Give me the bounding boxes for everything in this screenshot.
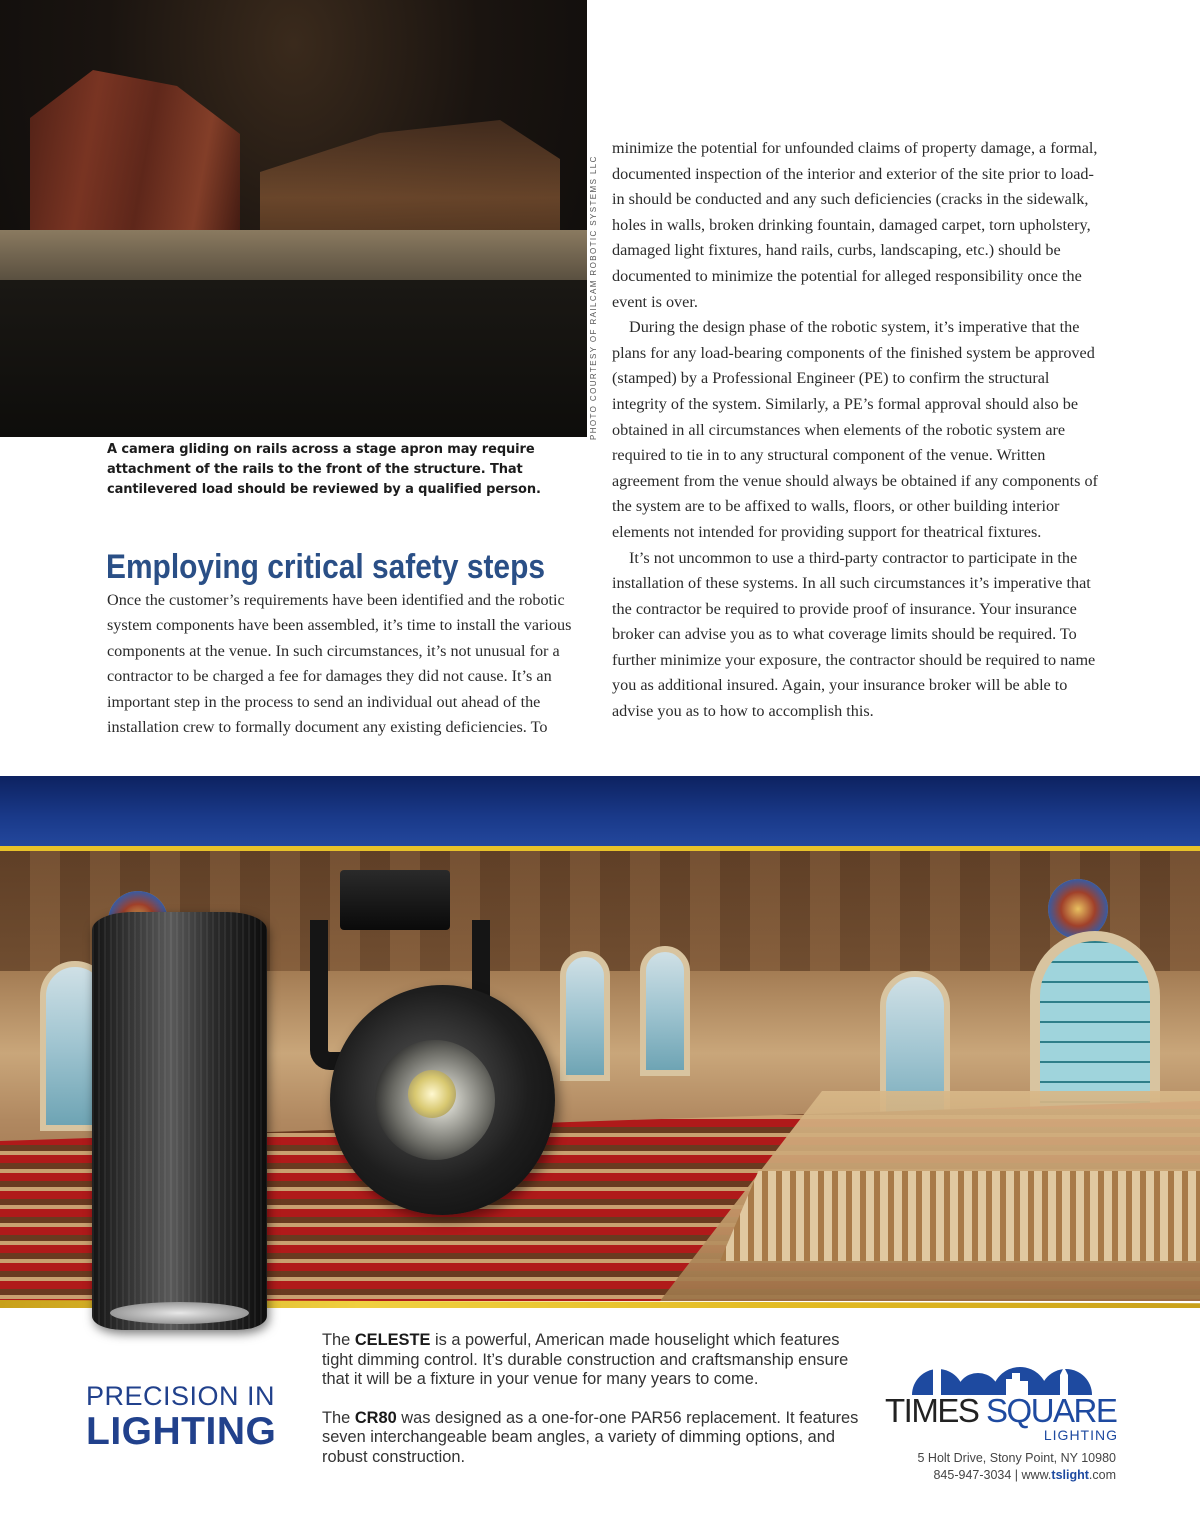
web-domain: tslight (1051, 1468, 1089, 1482)
stage-photo (0, 0, 587, 437)
tagline-line1: PRECISION IN (86, 1381, 276, 1411)
article-paragraph: minimize the potential for unfounded claims of property damage, a formal, documented inspection of the interior and exterior of the site prior to load-in should be conducted and any such deficiencies (cracks in the sidewalk, holes in walls, broken drinking fountain, damaged carpet, torn upholstery, damaged light fixtures, hand rails, curbs, landscaping, etc.) should be documented to minimize the potential for alleged responsibility once the event is over. (612, 139, 1098, 311)
cr80-led (408, 1070, 456, 1118)
article-paragraph: It’s not uncommon to use a third-party contractor to participate in the installation of these systems. In all such circumstances it’s imperative that the contractor be required to provide proof of insurance. Your insurance broker can advise you as to what coverage limits should be required. To further minimize your exposure, the contractor should be required to name you as additional insured. Again, your insurance broker will be able to advise you as to how to accomplish this. (612, 548, 1096, 721)
cr80-fixture (330, 985, 555, 1215)
company-contact (870, 1450, 1116, 1484)
article-paragraph: During the design phase of the robotic system, it’s imperative that the plans for any load-bearing components of the finished system be approved (stamped) by a Professional Engineer (PE) to confirm the structural integrity of the system. Similarly, a PE’s formal approval should also be obtained in all circumstances when elements of the robotic system are required to tie in to any structural component of the venue. Written agreement from the venue should always be obtained if any components of the system are to be affixed to walls, floors, or other building interior elements not intended for providing support for theatrical fixtures. (612, 318, 1098, 541)
celeste-fixture (92, 912, 267, 1330)
company-address: 5 Holt Drive, Stony Point, NY 10980 (917, 1451, 1116, 1465)
celeste-description (322, 1331, 862, 1390)
cr80-name: CR80 (354, 1408, 397, 1427)
company-phone-web: 845-947-3034 | www.tslight.com (933, 1468, 1116, 1482)
stage-apron (0, 280, 587, 437)
web-prefix: www. (1021, 1468, 1052, 1482)
celeste-text: is a powerful, American made houselight which features tight dimming control. It’s durable construction and craftsmanship ensure that it will be a fixture in your venue for many years to come. (322, 1331, 849, 1389)
cr80-prefix: The (322, 1408, 355, 1427)
company-website[interactable] (1022, 1468, 1116, 1482)
logo-word-square: SQUARE (978, 1392, 1117, 1429)
cr80-text: was designed as a one-for-one PAR56 replacement. It features seven interchangeable beam angles, a variety of dimming options, and robust construction. (322, 1408, 859, 1466)
tagline-line2: LIGHTING (86, 1410, 277, 1453)
rose-window (1048, 879, 1108, 939)
company-phone: 845-947-3034 (933, 1468, 1012, 1482)
celeste-prefix: The (322, 1331, 355, 1349)
logo-word-times: TIMES (885, 1392, 979, 1429)
photo-caption: A camera gliding on rails across a stage apron may require attachment of the rails to the front of the structure. That cantilevered load should be reviewed by a qualified person. (107, 442, 541, 497)
balcony-railing (720, 1171, 1200, 1261)
stage-floor (0, 230, 587, 280)
arched-window (640, 946, 690, 1076)
celeste-name: CELESTE (354, 1331, 431, 1349)
ad-tagline (86, 1380, 316, 1452)
arched-window (560, 951, 610, 1081)
logo-subtitle: LIGHTING (1043, 1427, 1118, 1443)
article-right-column (612, 136, 1102, 725)
section-heading: Employing critical safety steps (106, 548, 545, 586)
ad-header-band (0, 776, 1200, 846)
celeste-lens (110, 1302, 249, 1324)
skyline-logo-icon (910, 1345, 1100, 1397)
times-square-lighting-logo (885, 1345, 1120, 1445)
web-suffix: .com (1088, 1468, 1116, 1482)
ad-copy (322, 1331, 862, 1468)
cr80-description (322, 1409, 862, 1468)
article-left-column: Once the customer’s requirements have been identified and the robotic system components have been assembled, it’s time to install the various components at the venue. In such circumstances, it’s not unusual for a contractor to be charged a fee for damages they did not cause. It’s an important step in the process to send an individual out ahead of the installation crew to formally document any existing deficiencies. To (107, 591, 572, 737)
photo-credit: PHOTO COURTESY OF RAILCAM ROBOTIC SYSTEMS LLC (589, 155, 598, 440)
